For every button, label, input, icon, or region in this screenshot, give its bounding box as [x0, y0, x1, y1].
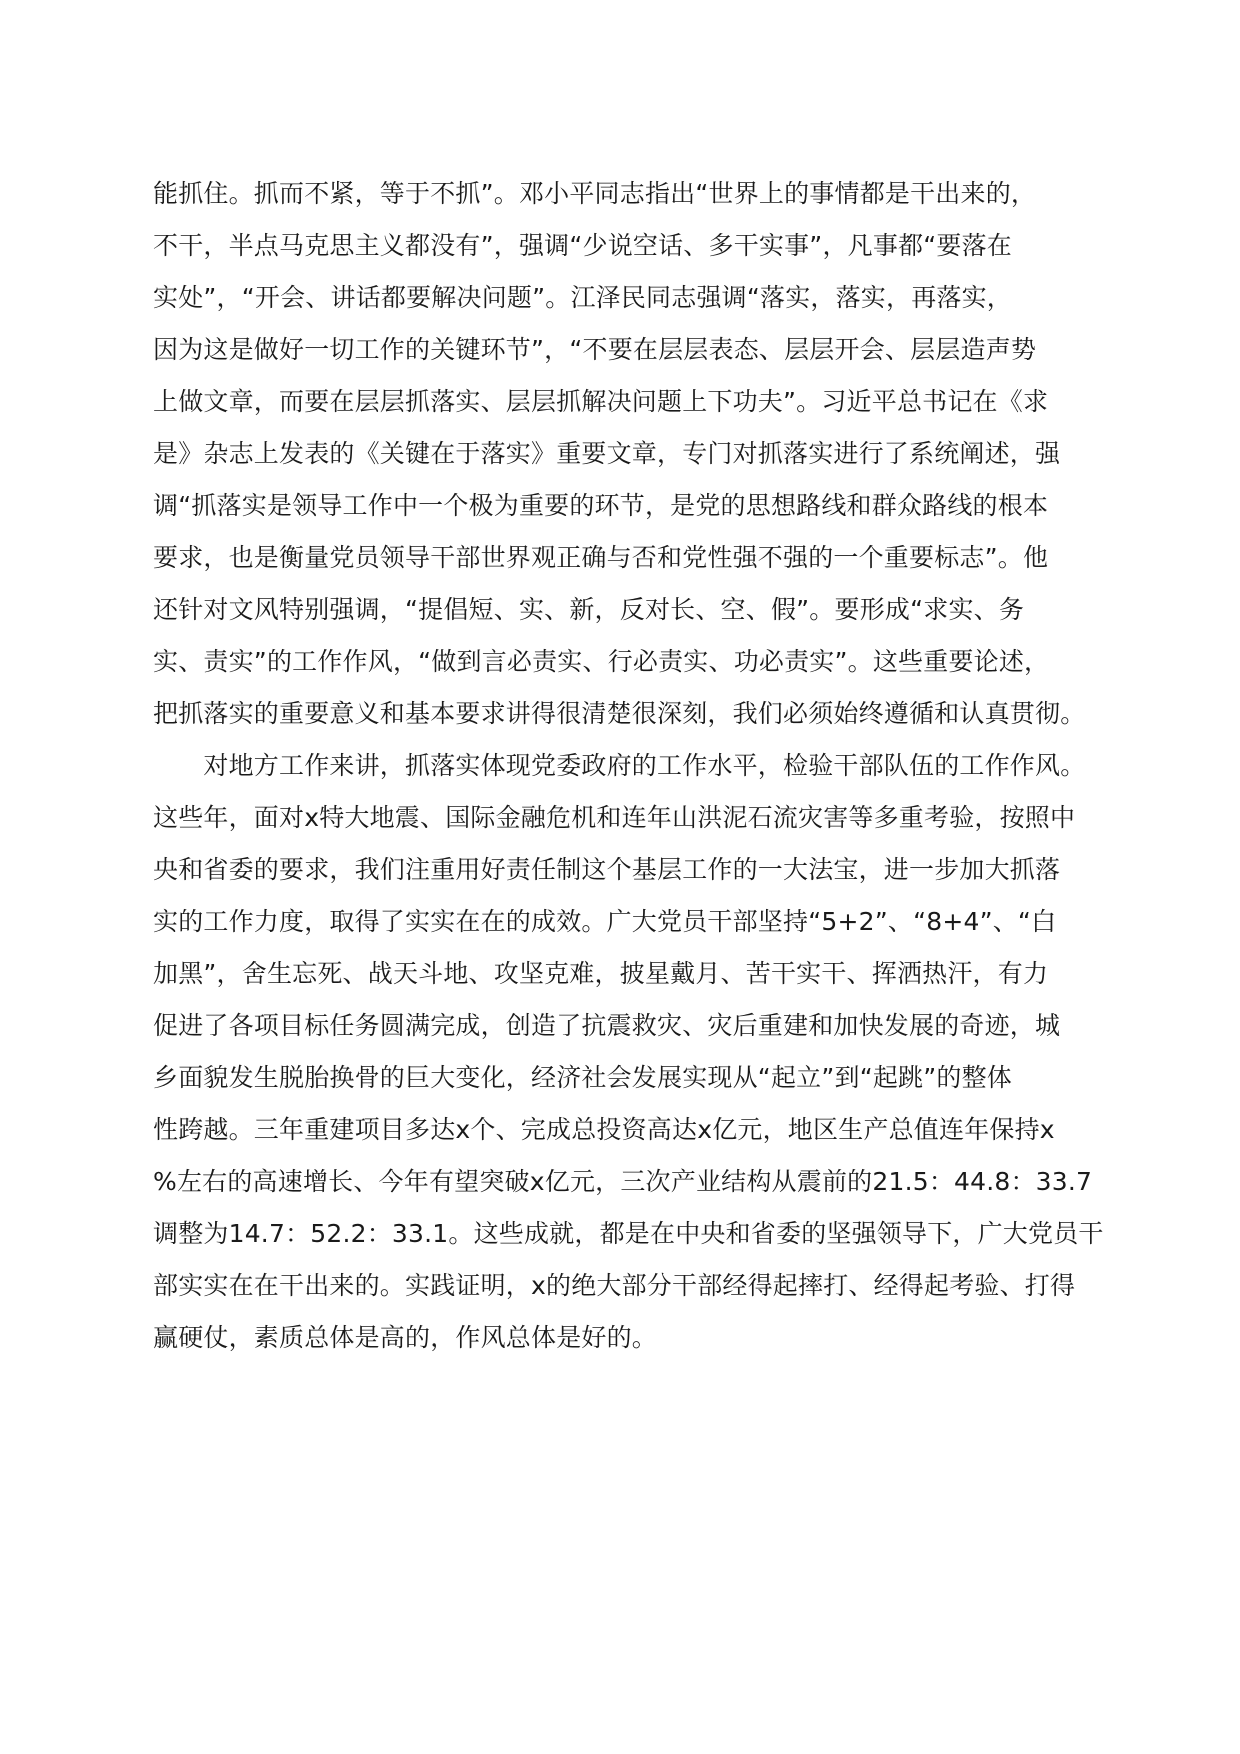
- text-line: 赢硬仗，素质总体是高的，作风总体是好的。: [153, 1323, 658, 1352]
- text-line: 把抓落实的重要意义和基本要求讲得很清楚很深刻，我们必须始终遵循和认真贯彻。: [153, 699, 1086, 728]
- text-line: 调整为14.7：52.2：33.1。这些成就，都是在中央和省委的坚强领导下，广大党员干: [153, 1219, 1104, 1248]
- text-line: 还针对文风特别强调，“提倡短、实、新，反对长、空、假”。要形成“求实、务: [153, 595, 1025, 624]
- text-line: 不干，半点马克思主义都没有”，强调“少说空话、多干实事”，凡事都“要落在: [153, 231, 1013, 260]
- text-line: 乡面貌发生脱胎换骨的巨大变化，经济社会发展实现从“起立”到“起跳”的整体: [153, 1063, 1013, 1092]
- text-line: 上做文章，而要在层层抓落实、层层抓解决问题上下功夫”。习近平总书记在《求: [153, 387, 1049, 416]
- text-line: 实的工作力度，取得了实实在在的成效。广大党员干部坚持“5+2”、“8+4”、“白: [153, 907, 1057, 936]
- text-line: 因为这是做好一切工作的关键环节”，“不要在层层表态、层层开会、层层造声势: [153, 335, 1037, 364]
- text-line: 加黑”，舍生忘死、战天斗地、攻坚克难，披星戴月、苦干实干、挥洒热汗，有力: [153, 959, 1049, 988]
- text-line: 性跨越。三年重建项目多达x个、完成总投资高达x亿元，地区生产总值连年保持x: [153, 1115, 1055, 1144]
- text-line: 部实实在在干出来的。实践证明，x的绝大部分干部经得起摔打、经得起考验、打得: [153, 1271, 1076, 1300]
- text-line: 要求，也是衡量党员领导干部世界观正确与否和党性强不强的一个重要标志”。他: [153, 543, 1049, 572]
- text-line: 促进了各项目标任务圆满完成，创造了抗震救灾、灾后重建和加快发展的奇迹，城: [153, 1011, 1061, 1040]
- text-line: 能抓住。抓而不紧，等于不抓”。邓小平同志指出“世界上的事情都是干出来的，: [153, 179, 1037, 208]
- text-line: 对地方工作来讲，抓落实体现党委政府的工作水平，检验干部队伍的工作作风。: [153, 751, 1086, 780]
- text-line: 调“抓落实是领导工作中一个极为重要的环节，是党的思想路线和群众路线的根本: [153, 491, 1049, 520]
- text-line: 实处”，“开会、讲话都要解决问题”。江泽民同志强调“落实，落实，再落实，: [153, 283, 1013, 312]
- text-line: %左右的高速增长、今年有望突破x亿元，三次产业结构从震前的21.5：44.8：33.7: [153, 1167, 1093, 1196]
- text-line: 这些年，面对x特大地震、国际金融危机和连年山洪泥石流灾害等多重考验，按照中: [153, 803, 1076, 832]
- text-line: 是》杂志上发表的《关键在于落实》重要文章，专门对抓落实进行了系统阐述，强: [153, 439, 1061, 468]
- text-line: 央和省委的要求，我们注重用好责任制这个基层工作的一大法宝，进一步加大抓落: [153, 855, 1061, 884]
- text-line: 实、责实”的工作作风，“做到言必责实、行必责实、功必责实”。这些重要论述，: [153, 647, 1050, 676]
